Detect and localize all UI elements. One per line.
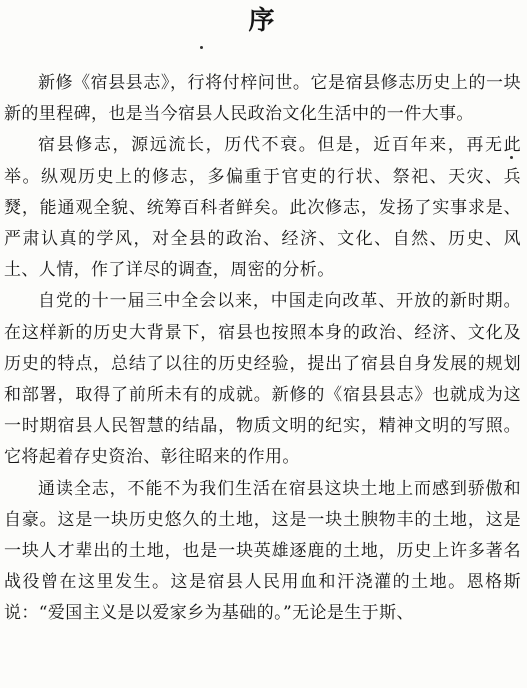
body-text	[4, 68, 521, 630]
page-title: 序	[248, 6, 277, 36]
paragraph-4: 通读全志，不能不为我们生活在宿县这块土地上而感到骄傲和自豪。这是一块历史悠久的土地，这是一块土腴物丰的土地，这是一块人才辈出的土地，也是一块英雄逐鹿的土地，历史上许多著名战役曾在这里发生。这是宿县人民用血和汗浇灌的土地。恩格斯说：“爱国主义是以爱家乡为基础的。”无论是生于斯、	[4, 478, 521, 624]
scan-speck	[510, 156, 513, 159]
scan-speck	[200, 46, 203, 49]
paragraph-2: 宿县修志，源远流长，历代不衰。但是，近百年来，再无此举。纵观历史上的修志，多偏重于官吏的行状、祭祀、天灾、兵燹，能通观全貌、统筹百科者鲜矣。此次修志，发扬了实事求是、严肃认真的学风，对全县的政治、经济、文化、自然、历史、风土、人情，作了详尽的调查，周密的分析。	[4, 135, 521, 281]
paragraph-1: 新修《宿县县志》，行将付梓问世。它是宿县修志历史上的一块新的里程碑，也是当今宿县人民政治文化生活中的一件大事。	[4, 73, 521, 125]
paragraph-3: 自党的十一届三中全会以来，中国走向改革、开放的新时期。在这样新的历史大背景下，宿县也按照本身的政治、经济、文化及历史的特点，总结了以往的历史经验，提出了宿县自身发展的规划和部署，取得了前所未有的成就。新修的《宿县县志》也就成为这一时期宿县人民智慧的结晶，物质文明的纪实，精神文明的写照。它将起着存史资治、彰往昭来的作用。	[4, 291, 521, 468]
